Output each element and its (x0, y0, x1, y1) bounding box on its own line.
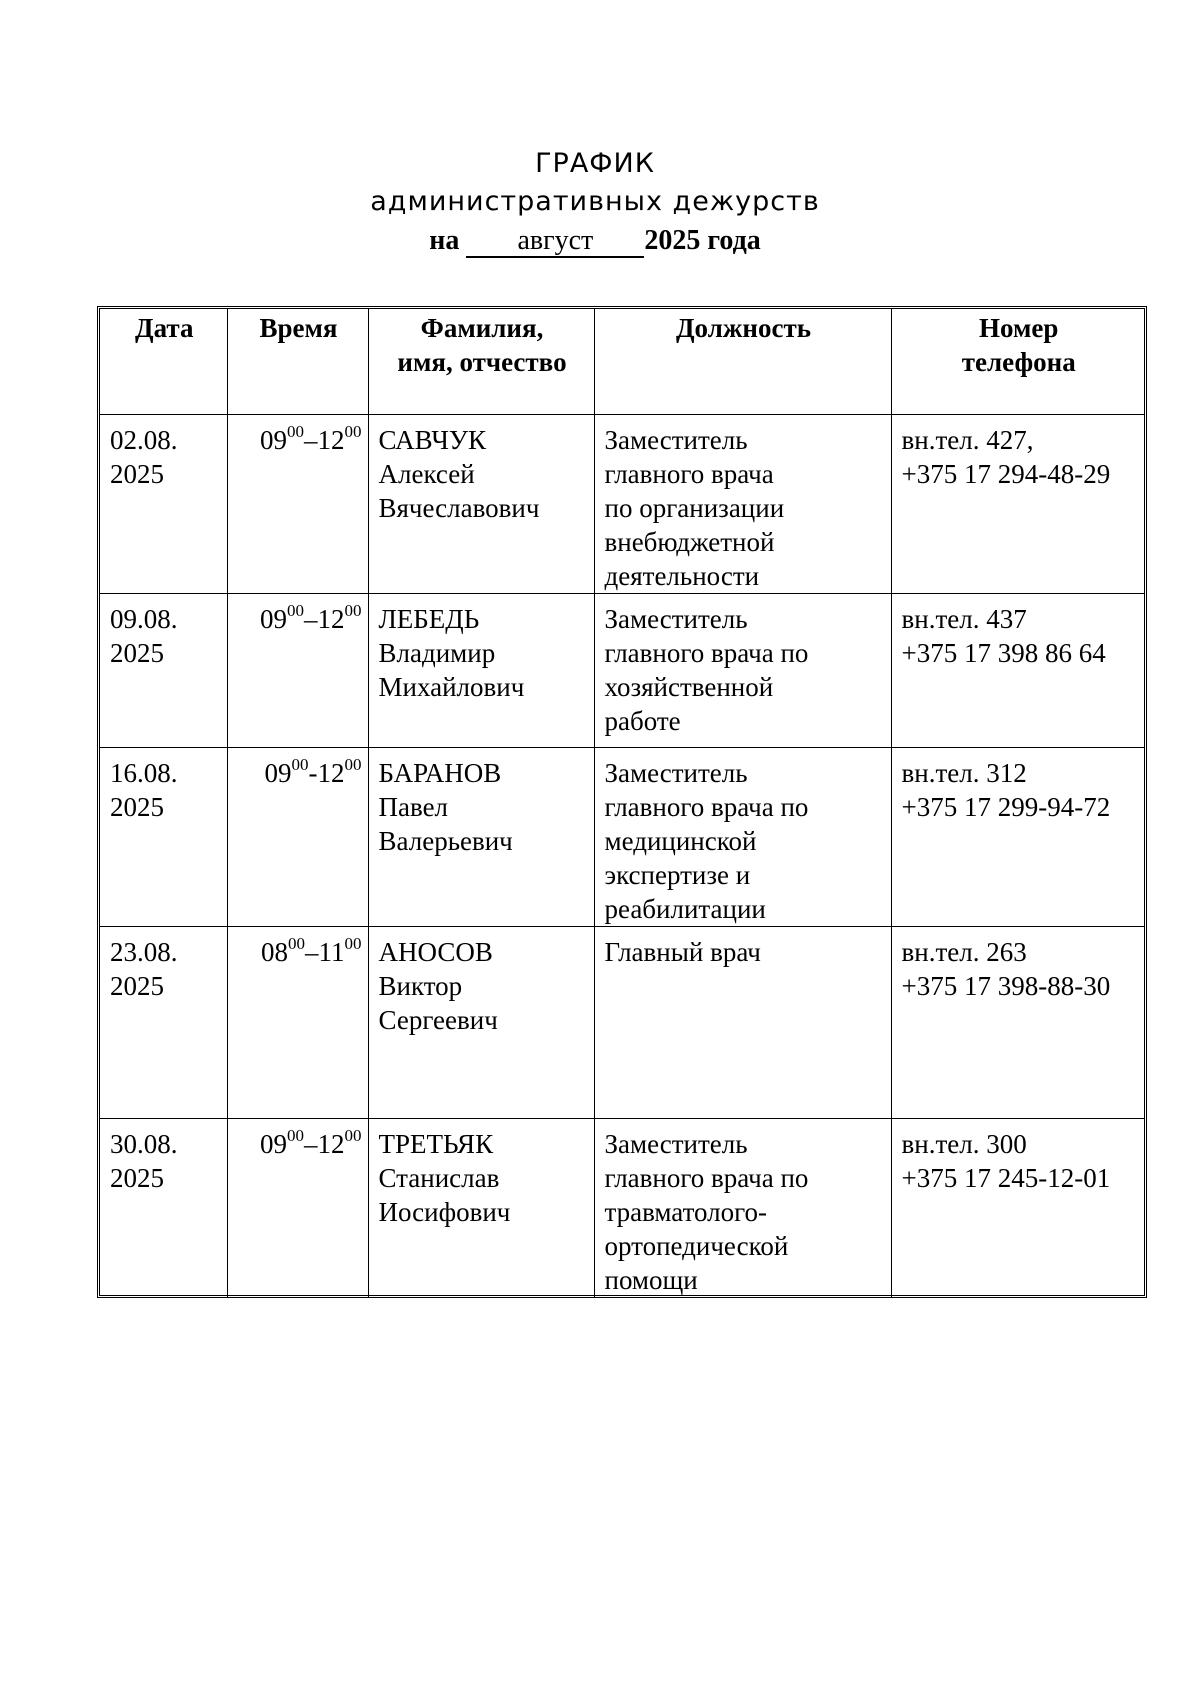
cell-position: Заместитель главного врача по медицинской экспертизе и реабилитации (594, 747, 891, 926)
cell-position: Заместитель главного врача по травматолого- ортопедической помощи (594, 1118, 891, 1297)
document-subtitle: административных дежурств (370, 186, 820, 217)
table-row (100, 747, 1144, 926)
column-header-position: Должность (594, 309, 891, 414)
cell-time: $09^{00}-12^{00}$ (227, 414, 368, 593)
cell-time: $09^{00}-12^{00}$ (227, 747, 368, 926)
column-header-phone: Номер телефона (891, 309, 1144, 414)
period-prefix: на (429, 225, 460, 256)
document-title: ГРАФИК (535, 148, 655, 179)
cell-name: ЛЕБЕДЬ Владимир Михайлович (368, 593, 594, 747)
column-header-name: Фамилия, имя, отчество (368, 309, 594, 414)
table-row (100, 1118, 1144, 1297)
cell-date: 30.08. 2025 (100, 1118, 227, 1297)
cell-phone: вн.тел. 263 +375 17 398-88-30 (891, 926, 1144, 1118)
cell-position: Заместитель главного врача по организации внебюджетной деятельности (594, 414, 891, 593)
period-suffix: 2025 года (644, 225, 761, 256)
cell-phone: вн.тел. 300 +375 17 245-12-01 (891, 1118, 1144, 1297)
cell-time: $08^{00}-11^{00}$ (227, 926, 368, 1118)
cell-date: 23.08. 2025 (100, 926, 227, 1118)
cell-name: ТРЕТЬЯК Станислав Иосифович (368, 1118, 594, 1297)
table-row (100, 414, 1144, 593)
table-row (100, 926, 1144, 1118)
cell-name: САВЧУК Алексей Вячеславович (368, 414, 594, 593)
column-header-date: Дата (100, 309, 227, 414)
cell-phone: вн.тел. 427, +375 17 294-48-29 (891, 414, 1144, 593)
table-row (100, 593, 1144, 747)
duty-schedule-table (97, 306, 1147, 1298)
cell-phone: вн.тел. 312 +375 17 299-94-72 (891, 747, 1144, 926)
cell-name: АНОСОВ Виктор Сергеевич (368, 926, 594, 1118)
document-period (0, 225, 1190, 258)
cell-position: Заместитель главного врача по хозяйственной работе (594, 593, 891, 747)
cell-date: 09.08. 2025 (100, 593, 227, 747)
cell-date: 16.08. 2025 (100, 747, 227, 926)
cell-name: БАРАНОВ Павел Валерьевич (368, 747, 594, 926)
cell-time: $09^{00}-12^{00}$ (227, 593, 368, 747)
cell-time: $09^{00}-12^{00}$ (227, 1118, 368, 1297)
cell-position: Главный врач (594, 926, 891, 1118)
column-header-time: Время (227, 309, 368, 414)
table-header-row (100, 309, 1144, 414)
period-month: август (466, 226, 644, 258)
cell-date: 02.08. 2025 (100, 414, 227, 593)
cell-phone: вн.тел. 437 +375 17 398 86 64 (891, 593, 1144, 747)
